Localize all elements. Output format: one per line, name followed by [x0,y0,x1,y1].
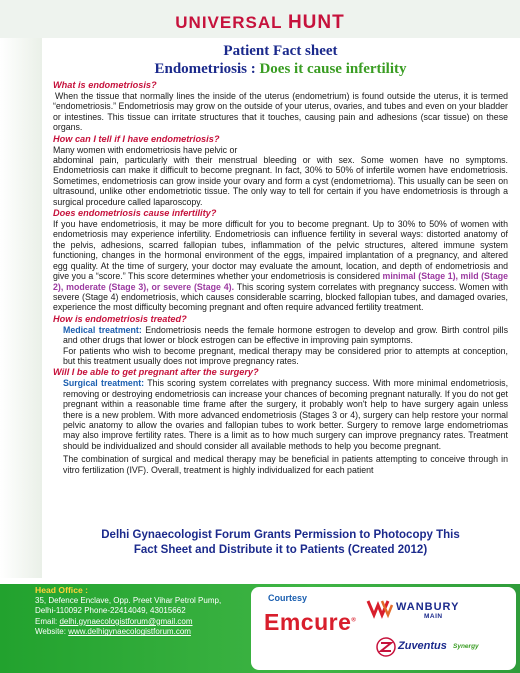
website-link[interactable]: www.delhigynaecologistforum.com [68,627,191,637]
answer-how-tell-1: Many women with endometriosis have pelvic or [53,144,238,155]
courtesy-label: Courtesy [268,593,308,603]
brand-part2: HUNT [287,12,345,33]
brand-logo [0,12,520,34]
question-how-tell: How can I tell if I have endometriosis? [53,133,220,144]
title-question: Does it cause infertility [259,61,407,77]
question-infertility: Does endometriosis cause infertility? [53,208,217,219]
wanbury-name: WANBURY [396,601,460,613]
permission-notice [53,528,508,558]
zuventus-icon [376,637,396,657]
answer-combination: The combination of surgical and medical therapy may be beneficial in patients attempting to conceive through in vitro fertilization (IVF). Overall, treatment is highly individualized for each patient [63,454,508,475]
email-link[interactable]: delhi.gynaecologistforum@gmail.com [59,616,193,626]
emcure-mark: ® [351,617,357,624]
answer-surgical [53,378,508,451]
email-row [35,617,265,628]
answer-how-tell-2: abdominal pain, particularly with their menstrual bleeding or with sex. Some women have no symptoms. Endometriosis can make it difficult to become pregnant. In fact, 30% to 50% of infertile women have endometriosis. Sometimes, endometriosis can grow inside your ovary and form a cyst (endometrioma). This usually can be seen on ultrasound, unlike other endometriotic tissue. The only way to tell for certain if you have endometriosis is through a surgical procedure called laparoscopy. [53,155,508,207]
zuventus-logo [376,637,516,661]
question-what-is: What is endometriosis? [53,80,157,90]
wanbury-icon [366,597,394,619]
address-line2: Delhi-110092 Phone-22414049, 43015662 [35,606,186,616]
medical-label: Medical treatment: [63,324,142,335]
page-title [53,42,508,79]
surgical-text: This scoring system correlates with pregnancy success. With more minimal endometriosis, removing or destroying endometriosis can increase your chances of becoming pregnant naturally. If you do not get pregnant within a reasonable time frame after the surgery, it probably won't help to have surgery again unless there is a new problem. With more advanced endometriosis (Stages 3 or 4), surgery can help restore your normal pelvic anatomy to allow the ovaries and fallopian tubes to work better. Surgery to remove large endometriomas may also improve fertility rates. There is a limit as to how much surgery can improve pregnancy rates. Treatment should be individualized and should consider all available methods to help you become pregnant. [63,378,509,451]
website-row [35,627,265,638]
head-office-info [35,585,265,638]
answer-infertility-a: If you have endometriosis, it may be more difficult for you to become pregnant. Up to 30% to 50% of women with endometriosis may experience infertility. Endometriosis can influence fertility in several ways: distorted anatomy of the pelvis, adhesions, scarred fallopian tubes, inflammation of the pelvic structures, altered immune system functioning, changes in the hormonal environment of the eggs, impaired implantation of a pregnancy, and altered egg quality. At the time of surgery, your doctor may evaluate the amount, location, and depth of endometriosis and give you a “score.” This score determines whether your endometriosis is considered [53,219,508,282]
zuventus-sub: Synergy [453,643,479,650]
website-label: Website: [35,627,69,637]
wanbury-logo [366,595,506,621]
head-office-title: Head Office : [35,585,89,595]
answer-infertility [53,219,508,313]
answer-what-is: When the tissue that normally lines the inside of the uterus (endometrium) is found outside the uterus, it is termed “endometriosis.” Endometriosis may grow on the outside of your uterus, ovaries, and tubes and even on your bladder or intestines. This tissue can irritate structures that it touches, causing pain and adhesions (scar tissue) on these organs. [53,91,508,133]
email-label: Email: [35,616,60,626]
medical-text: Endometriosis needs the female hormone estrogen to develop and grow. Birth control pills and other drugs that lower or block estrogen can be effective in improving pain symptoms. [63,324,508,346]
surgical-label: Surgical treatment: [63,378,145,389]
title-line1: Patient Fact sheet [223,43,338,59]
title-line2 [53,60,508,79]
question-after-surgery: Will I be able to get pregnant after the surgery? [53,367,259,378]
permission-line2: Fact Sheet and Distribute it to Patients (Created 2012) [133,544,428,556]
fact-sheet-body [53,42,508,570]
address-line1: 35, Defence Enclave, Opp. Preet Vihar Petrol Pump, [35,595,222,605]
emcure-logo [264,609,356,636]
brand-part1: UNIVERSAL [175,13,288,32]
zuventus-name: Zuventus [398,640,447,652]
side-decoration [0,38,42,578]
answer-medical [53,325,508,346]
answer-infertility-b: This scoring system correlates with pregnancy success. Women with severe (Stage 4) endometriosis, which causes considerable scarring, blocked fallopian tubes, and damaged ovaries, experience the most difficulty becoming pregnant and often require advanced fertility treatment. [53,281,508,313]
permission-line1: Delhi Gynaecologist Forum Grants Permission to Photocopy This [101,529,460,541]
sponsor-panel [251,587,516,670]
stage-list: minimal (Stage 1), mild (Stage 2), moderate (Stage 3), or severe (Stage 4). [53,271,508,292]
emcure-name: Emcure [264,609,352,635]
question-treated: How is endometriosis treated? [53,313,187,324]
title-topic: Endometriosis : [154,61,260,77]
wanbury-sub: MAIN [424,613,443,620]
answer-medical-2: For patients who wish to become pregnant, medical therapy may be considered prior to attempts at conception, but this treatment usually does not improve pregnancy rates. [63,345,508,366]
